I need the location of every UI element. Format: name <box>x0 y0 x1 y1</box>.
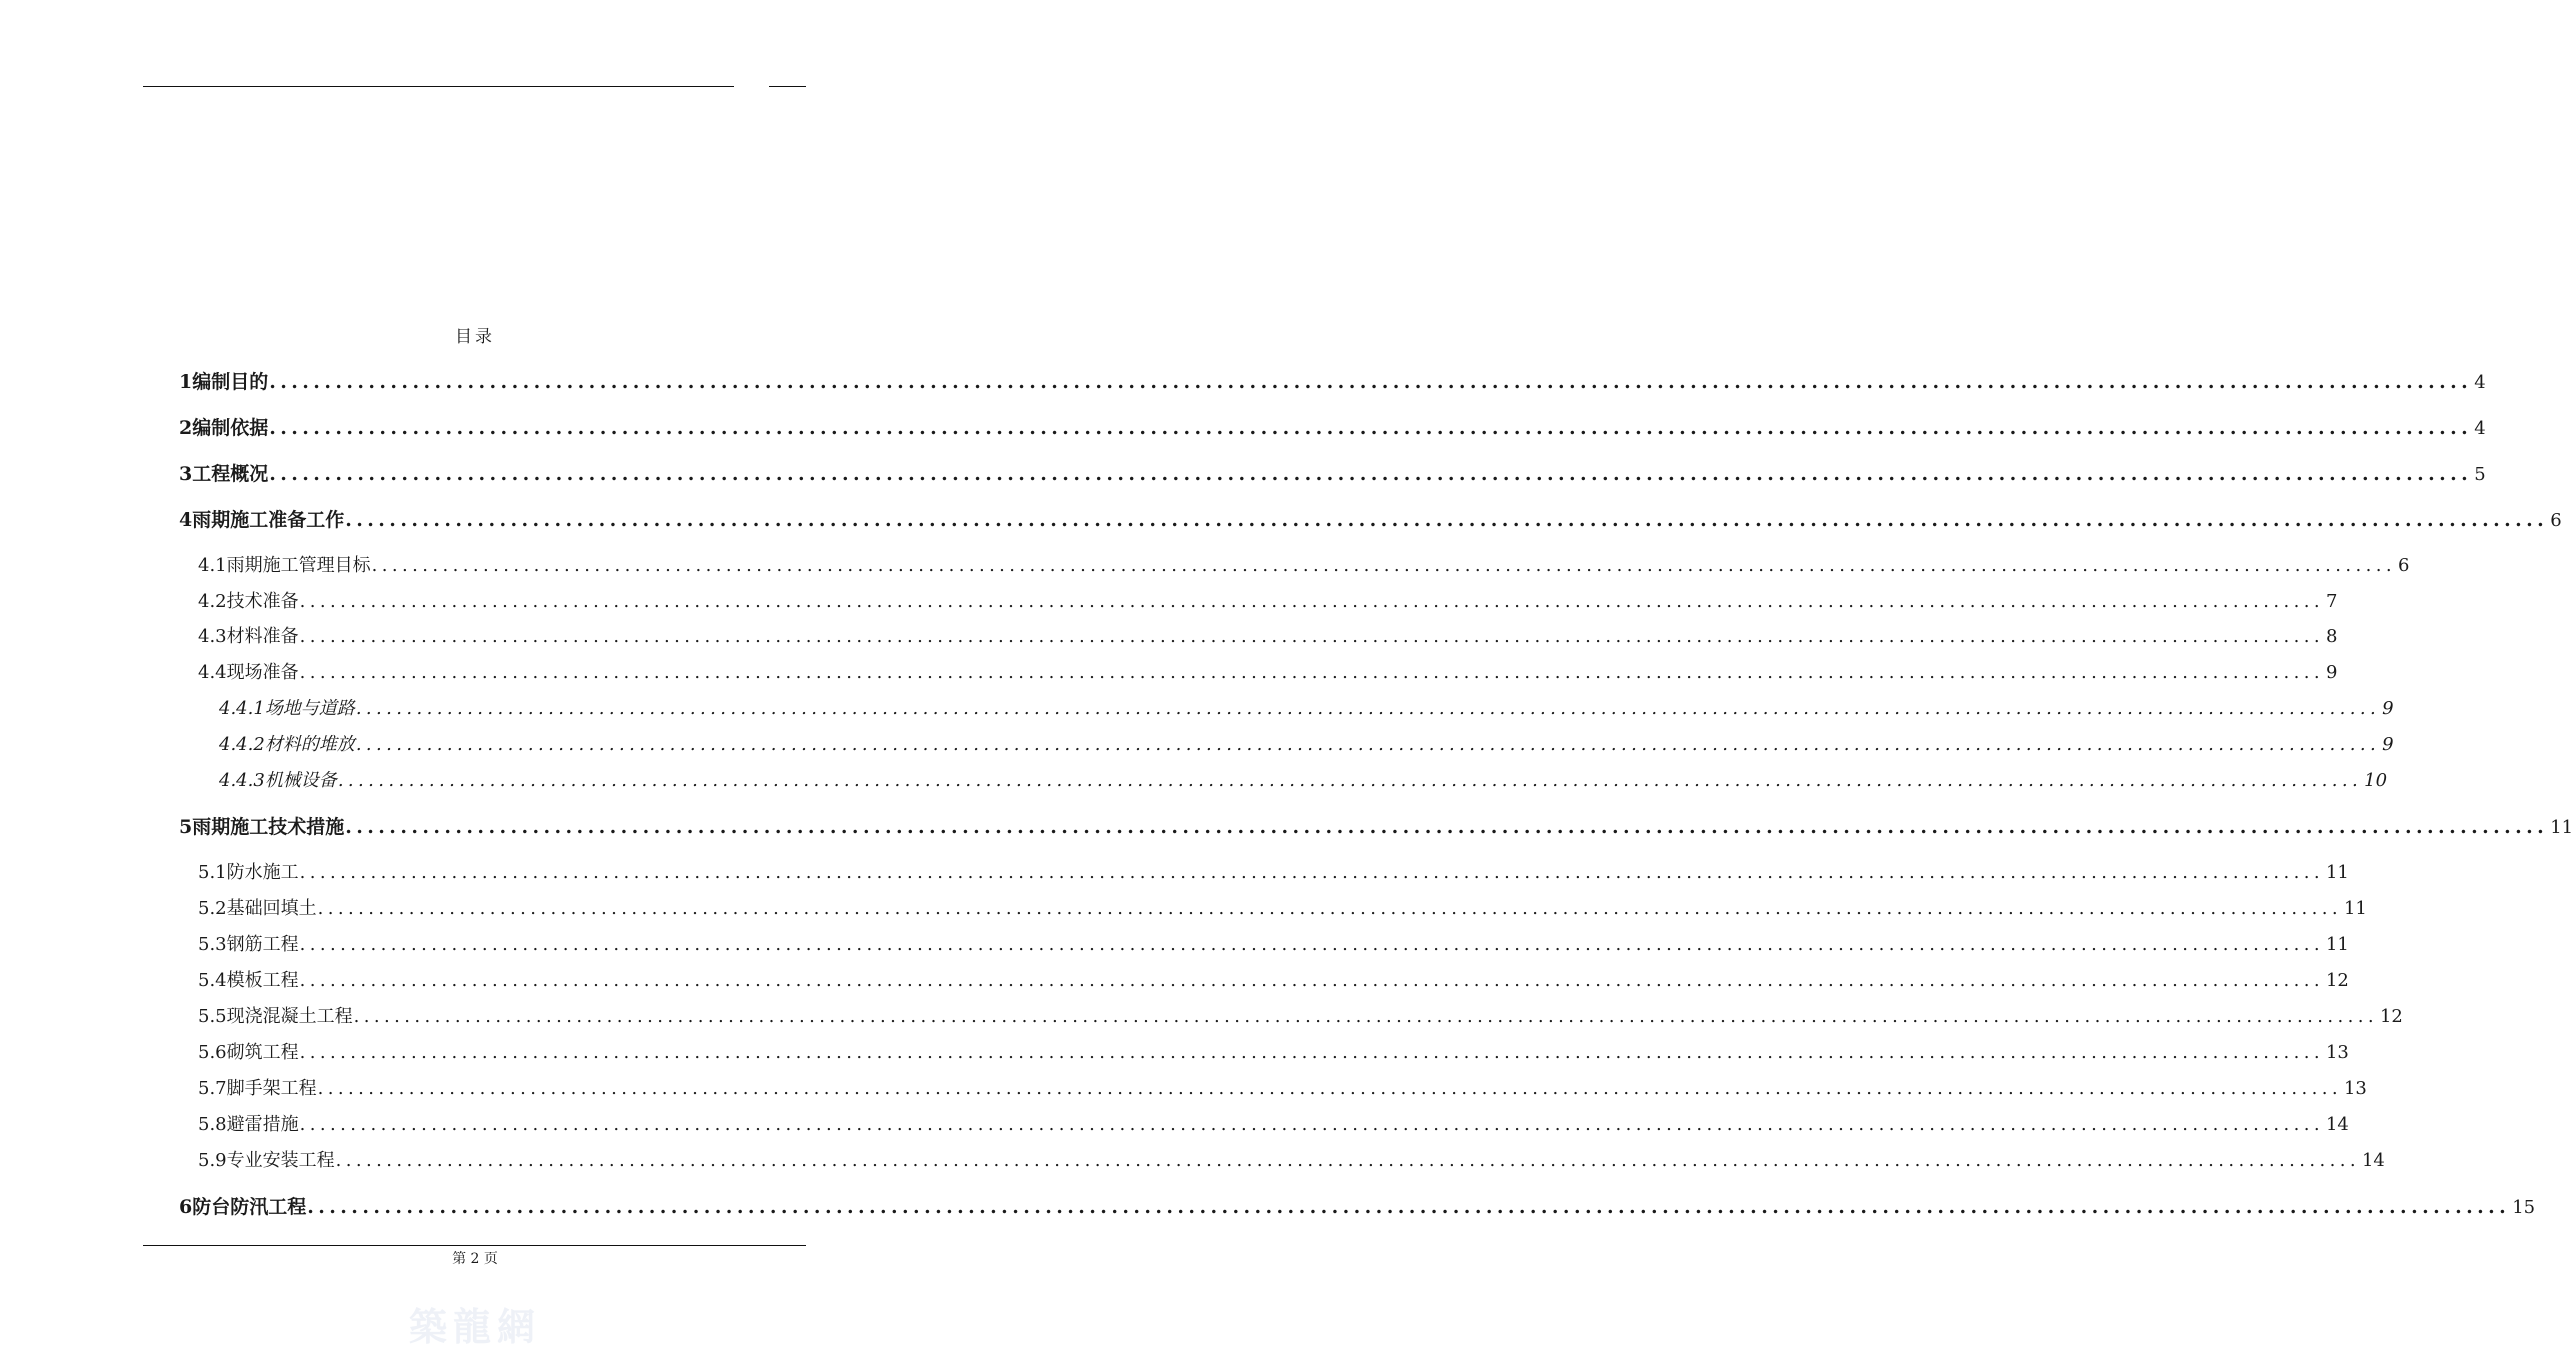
header-rule-right <box>769 86 806 87</box>
toc-entry-5-8[interactable]: 5.8 避雷措施 ........................................................................................................................................................................................................ 14 <box>198 1114 2349 1135</box>
toc-entry-5-6[interactable]: 5.6 砌筑工程 ........................................................................................................................................................................................................ 13 <box>198 1042 2349 1063</box>
dot-leader: ........................................................................................................................................................................................................ <box>345 816 2549 838</box>
dot-leader: ........................................................................................................................................................................................................ <box>299 591 2324 612</box>
dot-leader: ........................................................................................................................................................................................................ <box>345 509 2549 531</box>
dot-leader: ........................................................................................................................................................................................................ <box>353 1006 2378 1027</box>
dot-leader: ........................................................................................................................................................................................................ <box>299 862 2324 883</box>
toc-entry-4-3[interactable]: 4.3 材料准备 ........................................................................................................................................................................................................ 8 <box>198 626 2338 647</box>
toc-entry-5-5[interactable]: 5.5 现浇混凝土工程 ........................................................................................................................................................................................................ 12 <box>198 1006 2403 1027</box>
dot-leader: ........................................................................................................................................................................................................ <box>299 662 2324 683</box>
dot-leader: ........................................................................................................................................................................................................ <box>337 770 2363 791</box>
dot-leader: ........................................................................................................................................................................................................ <box>299 970 2324 991</box>
dot-leader: ........................................................................................................................................................................................................ <box>299 934 2324 955</box>
dot-leader: ........................................................................................................................................................................................................ <box>335 1150 2360 1171</box>
toc-entry-1[interactable]: 1 编制目的 ........................................................................................................................................................................................................ 4 <box>179 371 2486 393</box>
watermark-logo: 築龍網 <box>408 1304 541 1349</box>
toc-entry-4-4-3[interactable]: 4.4.3 机械设备 ........................................................................................................................................................................................................ 10 <box>219 770 2388 791</box>
dot-leader: ........................................................................................................................................................................................................ <box>269 417 2473 439</box>
toc-entry-5-2[interactable]: 5.2 基础回填土 ........................................................................................................................................................................................................ 11 <box>198 898 2367 919</box>
toc-entry-6[interactable]: 6 防台防汛工程 ........................................................................................................................................................................................................ 15 <box>179 1196 2536 1218</box>
toc-entry-4-2[interactable]: 4.2 技术准备 ........................................................................................................................................................................................................ 7 <box>198 591 2338 612</box>
dot-leader: ........................................................................................................................................................................................................ <box>299 1114 2324 1135</box>
dot-leader: ........................................................................................................................................................................................................ <box>299 626 2324 647</box>
toc-entry-5-4[interactable]: 5.4 模板工程 ........................................................................................................................................................................................................ 12 <box>198 970 2349 991</box>
dot-leader: ........................................................................................................................................................................................................ <box>371 555 2396 576</box>
toc-entry-4-4[interactable]: 4.4 现场准备 ........................................................................................................................................................................................................ 9 <box>198 662 2338 683</box>
toc-entry-5-3[interactable]: 5.3 钢筋工程 ........................................................................................................................................................................................................ 11 <box>198 934 2349 955</box>
toc-entry-5-1[interactable]: 5.1 防水施工 ........................................................................................................................................................................................................ 11 <box>198 862 2349 883</box>
toc-entry-4-4-1[interactable]: 4.4.1 场地与道路 ........................................................................................................................................................................................................ 9 <box>219 698 2394 719</box>
toc-title: 目录 <box>455 327 495 347</box>
dot-leader: ........................................................................................................................................................................................................ <box>317 1078 2342 1099</box>
toc-entry-2[interactable]: 2 编制依据 ........................................................................................................................................................................................................ 4 <box>179 417 2486 439</box>
toc-entry-5[interactable]: 5 雨期施工技术措施 ........................................................................................................................................................................................................ 11 <box>179 816 2573 838</box>
toc-entry-3[interactable]: 3 工程概况 ........................................................................................................................................................................................................ 5 <box>179 463 2486 485</box>
toc-entry-5-9[interactable]: 5.9 专业安装工程 ........................................................................................................................................................................................................ 14 <box>198 1150 2385 1171</box>
dot-leader: ........................................................................................................................................................................................................ <box>307 1196 2511 1218</box>
page-number: 第 2 页 <box>452 1251 498 1267</box>
dot-leader: ........................................................................................................................................................................................................ <box>269 371 2473 393</box>
footer-rule <box>143 1245 806 1246</box>
toc-entry-4-1[interactable]: 4.1 雨期施工管理目标 ........................................................................................................................................................................................................ 6 <box>198 555 2410 576</box>
header-rule-left <box>143 86 734 87</box>
dot-leader: ........................................................................................................................................................................................................ <box>269 463 2473 485</box>
dot-leader: ........................................................................................................................................................................................................ <box>299 1042 2324 1063</box>
dot-leader: ........................................................................................................................................................................................................ <box>317 898 2342 919</box>
dot-leader: ........................................................................................................................................................................................................ <box>355 698 2381 719</box>
toc-entry-5-7[interactable]: 5.7 脚手架工程 ........................................................................................................................................................................................................ 13 <box>198 1078 2367 1099</box>
dot-leader: ........................................................................................................................................................................................................ <box>355 734 2381 755</box>
toc-entry-4[interactable]: 4 雨期施工准备工作 ........................................................................................................................................................................................................ 6 <box>179 509 2562 531</box>
toc-entry-4-4-2[interactable]: 4.4.2 材料的堆放 ........................................................................................................................................................................................................ 9 <box>219 734 2394 755</box>
